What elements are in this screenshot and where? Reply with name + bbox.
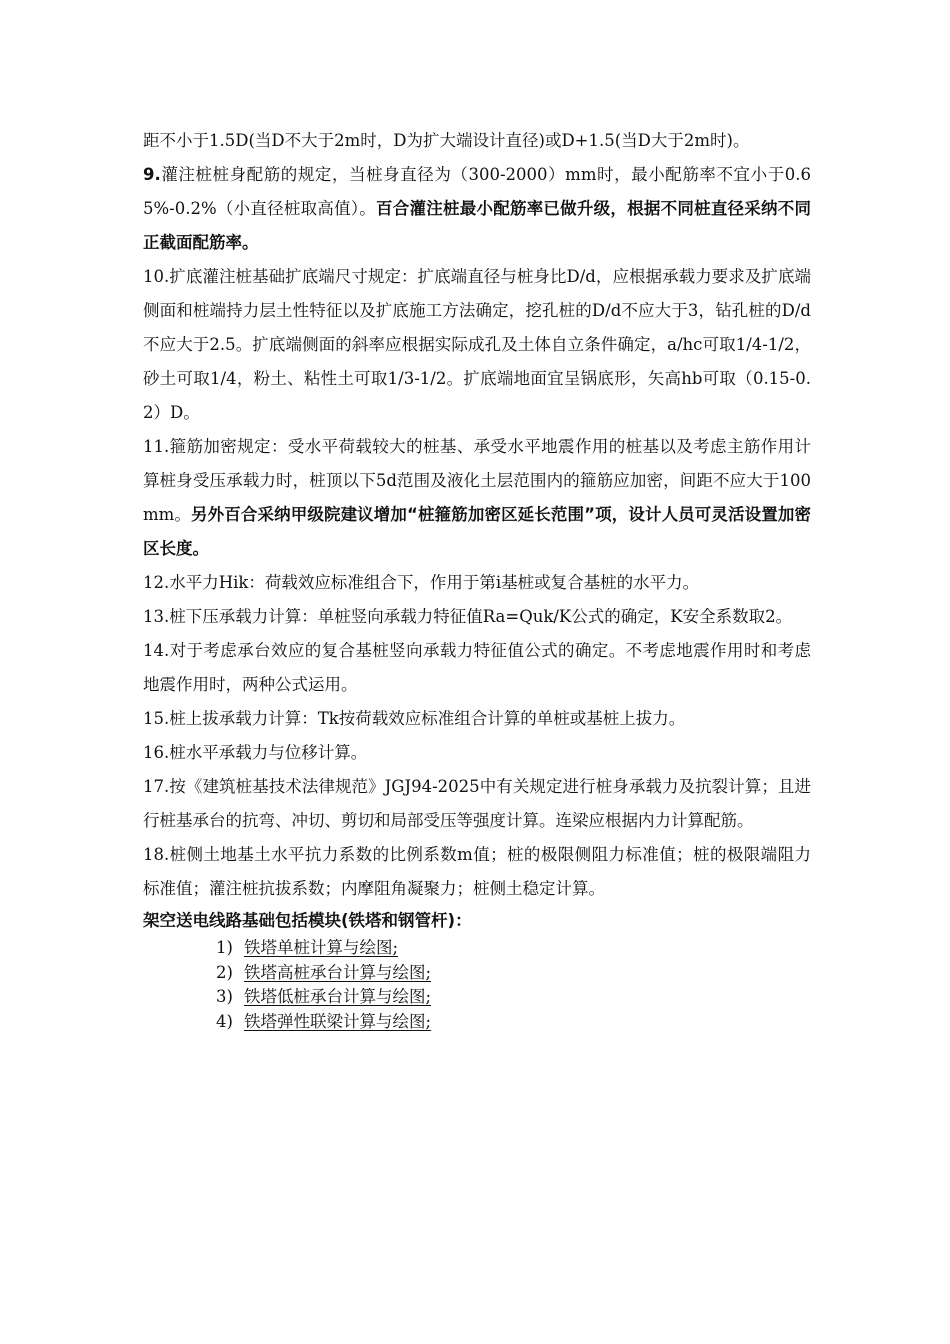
- list-number: 2): [216, 962, 233, 982]
- paragraph-16-lateral: 16.桩水平承载力与位移计算。: [143, 743, 368, 762]
- paragraph-11-stirrup: 11.箍筋加密规定：受水平荷载较大的桩基、承受水平地震作用的桩基以及考虑主筋作用计算桩身受压承载力时，桩顶以下5d范围及液化土层范围内的箍筋应加密，间距不应大于100mm。另外百合采纳甲级院建议增加“桩箍筋加密区延长范围”项，设计人员可灵活设置加密区长度。: [143, 437, 811, 558]
- list-number: 4): [216, 1011, 233, 1031]
- list-number: 1): [216, 938, 233, 957]
- paragraph-13-compression: 13.桩下压承载力计算：单桩竖向承载力特征值Ra=Quk/K公式的确定，K安全系数取2。: [143, 607, 793, 626]
- document-page: [143, 124, 811, 1034]
- paragraph-14-composite-pile: 14.对于考虑承台效应的复合基桩竖向承载力特征值公式的确定。不考虑地震作用时和考虑地震作用时，两种公式运用。: [143, 641, 811, 694]
- module-link[interactable]: 铁塔单桩计算与绘图;: [244, 938, 399, 957]
- module-link[interactable]: 铁塔低桩承台计算与绘图;: [244, 987, 432, 1006]
- module-list: [143, 936, 811, 1034]
- list-item[interactable]: [143, 985, 811, 1010]
- section-heading: 架空送电线路基础包括模块(铁塔和钢管杆)：: [143, 911, 472, 930]
- list-item[interactable]: [143, 1010, 811, 1035]
- module-link[interactable]: 铁塔高桩承台计算与绘图;: [244, 962, 432, 982]
- paragraph-9-reinforcement: 9.灌注桩桩身配筋的规定，当桩身直径为（300-2000）mm时，最小配筋率不宜小于0.65%-0.2%（小直径桩取高值）。百合灌注桩最小配筋率已做升级，根据不同桩直径采纳不同正截面配筋率。: [143, 165, 812, 252]
- paragraph-12-horizontal-force: 12.水平力Hik：荷载效应标准组合下，作用于第i基桩或复合基桩的水平力。: [143, 573, 700, 592]
- list-item[interactable]: [143, 936, 811, 961]
- paragraph-18-soil: 18.桩侧土地基土水平抗力系数的比例系数m值；桩的极限侧阻力标准值；桩的极限端阻力标准值；灌注桩抗拔系数；内摩阻角凝聚力；桩侧土稳定计算。: [143, 845, 811, 898]
- paragraph-pile-spacing: 距不小于1.5D(当D不大于2m时，D为扩大端设计直径)或D+1.5(当D大于2m时)。: [143, 131, 750, 150]
- module-link[interactable]: 铁塔弹性联梁计算与绘图;: [244, 1011, 432, 1031]
- paragraph-10-belled-pile: 10.扩底灌注桩基础扩底端尺寸规定：扩底端直径与桩身比D/d，应根据承载力要求及扩底端侧面和桩端持力层土性特征以及扩底施工方法确定，挖孔桩的D/d不应大于3，钻孔桩的D/d不应大于2.5。扩底端侧面的斜率应根据实际成孔及土体自立条件确定，a/hc可取1/4-1/2，砂土可取1/4，粉土、粘性土可取1/3-1/2。扩底端地面宜呈锅底形，矢高hb可取（0.15-0.2）D。: [143, 267, 811, 422]
- paragraph-15-uplift: 15.桩上拔承载力计算：Tk按荷载效应标准组合计算的单桩或基桩上拔力。: [143, 709, 686, 728]
- list-item[interactable]: [143, 961, 811, 986]
- list-number: 3): [216, 987, 233, 1006]
- paragraph-17-strength: 17.按《建筑桩基技术法律规范》JGJ94-2025中有关规定进行桩身承载力及抗裂计算；且进行桩基承台的抗弯、冲切、剪切和局部受压等强度计算。连梁应根据内力计算配筋。: [143, 777, 811, 830]
